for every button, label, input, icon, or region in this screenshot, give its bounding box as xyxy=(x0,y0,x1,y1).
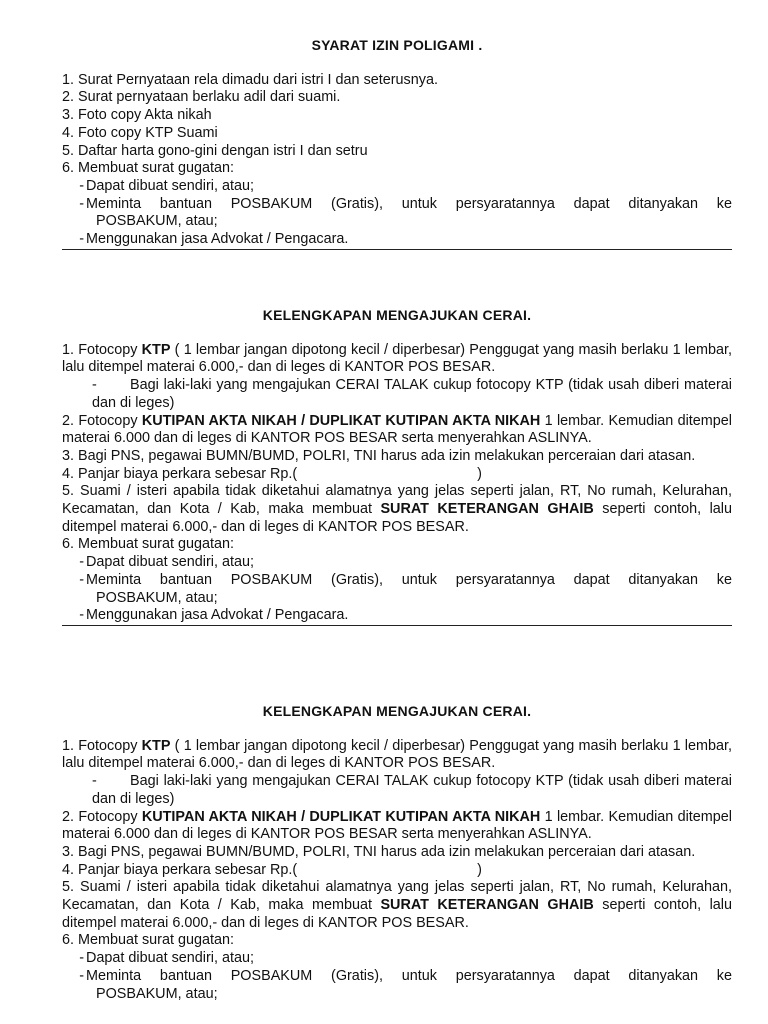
poligami-section xyxy=(62,37,732,250)
cerai-section-2 xyxy=(62,703,732,1003)
item-panjar: 4. Panjar biaya perkara sebesar Rp.( ) xyxy=(62,465,482,482)
dash-item: - Menggunakan jasa Advokat / Pengacara. xyxy=(62,231,732,250)
poligami-title: SYARAT IZIN POLIGAMI . xyxy=(311,37,483,53)
item-akta-nikah: 2. Fotocopy KUTIPAN AKTA NIKAH / DUPLIKAT KUTIPAN AKTA NIKAH 1 lembar. Kemudian ditempel materai 6.000 dan di leges di KANTOR POS BESAR serta menyerahkan ASLINYA. xyxy=(62,808,732,843)
item-pns: 3. Bagi PNS, pegawai BUMN/BUMD, POLRI, TNI harus ada izin melakukan perceraian dari atasan. xyxy=(62,843,696,860)
cerai-section-1 xyxy=(62,307,732,626)
list-item: 3. Foto copy Akta nikah xyxy=(62,107,212,124)
item-ghaib: 5. Suami / isteri apabila tidak diketahui alamatnya yang jelas seperti jalan, RT, No rumah, Kelurahan, Kecamatan, dan Kota / Kab, maka membuat SURAT KETERANGAN GHAIB seperti contoh, lalu ditempel materai 6.000,- dan di leges di KANTOR POS BESAR. xyxy=(62,879,732,931)
list-item: 4. Foto copy KTP Suami xyxy=(62,124,218,141)
item-akta-nikah: 2. Fotocopy KUTIPAN AKTA NIKAH / DUPLIKAT KUTIPAN AKTA NIKAH 1 lembar. Kemudian ditempel materai 6.000 dan di leges di KANTOR POS BESAR serta menyerahkan ASLINYA. xyxy=(62,412,732,447)
item-ktp: 1. Fotocopy KTP ( 1 lembar jangan dipotong kecil / diperbesar) Penggugat yang masih berlaku 1 lembar, lalu ditempel materai 6.000,- dan di leges di KANTOR POS BESAR. xyxy=(62,737,732,772)
cerai-title: KELENGKAPAN MENGAJUKAN CERAI. xyxy=(262,703,532,719)
dash-item: - Dapat dibuat sendiri, atau; xyxy=(79,950,255,967)
list-item: 1. Surat Pernyataan rela dimadu dari istri I dan seterusnya. xyxy=(62,71,438,88)
list-item: 2. Surat pernyataan berlaku adil dari suami. xyxy=(62,89,341,106)
dash-item: - Meminta bantuan POSBAKUM (Gratis), untuk persyaratannya dapat ditanyakan ke xyxy=(79,967,732,984)
dash-item: - Dapat dibuat sendiri, atau; xyxy=(79,177,255,194)
item-ghaib: 5. Suami / isteri apabila tidak diketahui alamatnya yang jelas seperti jalan, RT, No rumah, Kelurahan, Kecamatan, dan Kota / Kab, maka membuat SURAT KETERANGAN GHAIB seperti contoh, lalu ditempel materai 6.000,- dan di leges di KANTOR POS BESAR. xyxy=(62,483,732,535)
dash-item-continuation: POSBAKUM, atau; xyxy=(96,213,218,230)
dash-item: - Meminta bantuan POSBAKUM (Gratis), untuk persyaratannya dapat ditanyakan ke xyxy=(79,195,732,212)
item-pns: 3. Bagi PNS, pegawai BUMN/BUMD, POLRI, TNI harus ada izin melakukan perceraian dari atasan. xyxy=(62,447,696,464)
item-ktp-sub: - Bagi laki-laki yang mengajukan CERAI TALAK cukup fotocopy KTP (tidak usah diberi materai dan di leges) xyxy=(92,377,732,411)
list-item: 6. Membuat surat gugatan: xyxy=(62,160,234,177)
item-ktp-sub: - Bagi laki-laki yang mengajukan CERAI TALAK cukup fotocopy KTP (tidak usah diberi materai dan di leges) xyxy=(92,773,732,807)
dash-item-continuation: POSBAKUM, atau; xyxy=(96,589,218,606)
item-ktp: 1. Fotocopy KTP ( 1 lembar jangan dipotong kecil / diperbesar) Penggugat yang masih berlaku 1 lembar, lalu ditempel materai 6.000,- dan di leges di KANTOR POS BESAR. xyxy=(62,341,732,376)
item-gugatan: 6. Membuat surat gugatan: xyxy=(62,536,234,553)
item-gugatan: 6. Membuat surat gugatan: xyxy=(62,932,234,949)
cerai-title: KELENGKAPAN MENGAJUKAN CERAI. xyxy=(262,307,532,323)
dash-item: - Menggunakan jasa Advokat / Pengacara. xyxy=(62,607,732,626)
item-panjar: 4. Panjar biaya perkara sebesar Rp.( ) xyxy=(62,861,482,878)
list-item: 5. Daftar harta gono-gini dengan istri I dan setru xyxy=(62,142,368,159)
dash-item: - Meminta bantuan POSBAKUM (Gratis), untuk persyaratannya dapat ditanyakan ke xyxy=(79,571,732,588)
dash-item: - Dapat dibuat sendiri, atau; xyxy=(79,554,255,571)
dash-item-continuation: POSBAKUM, atau; xyxy=(96,985,218,1002)
